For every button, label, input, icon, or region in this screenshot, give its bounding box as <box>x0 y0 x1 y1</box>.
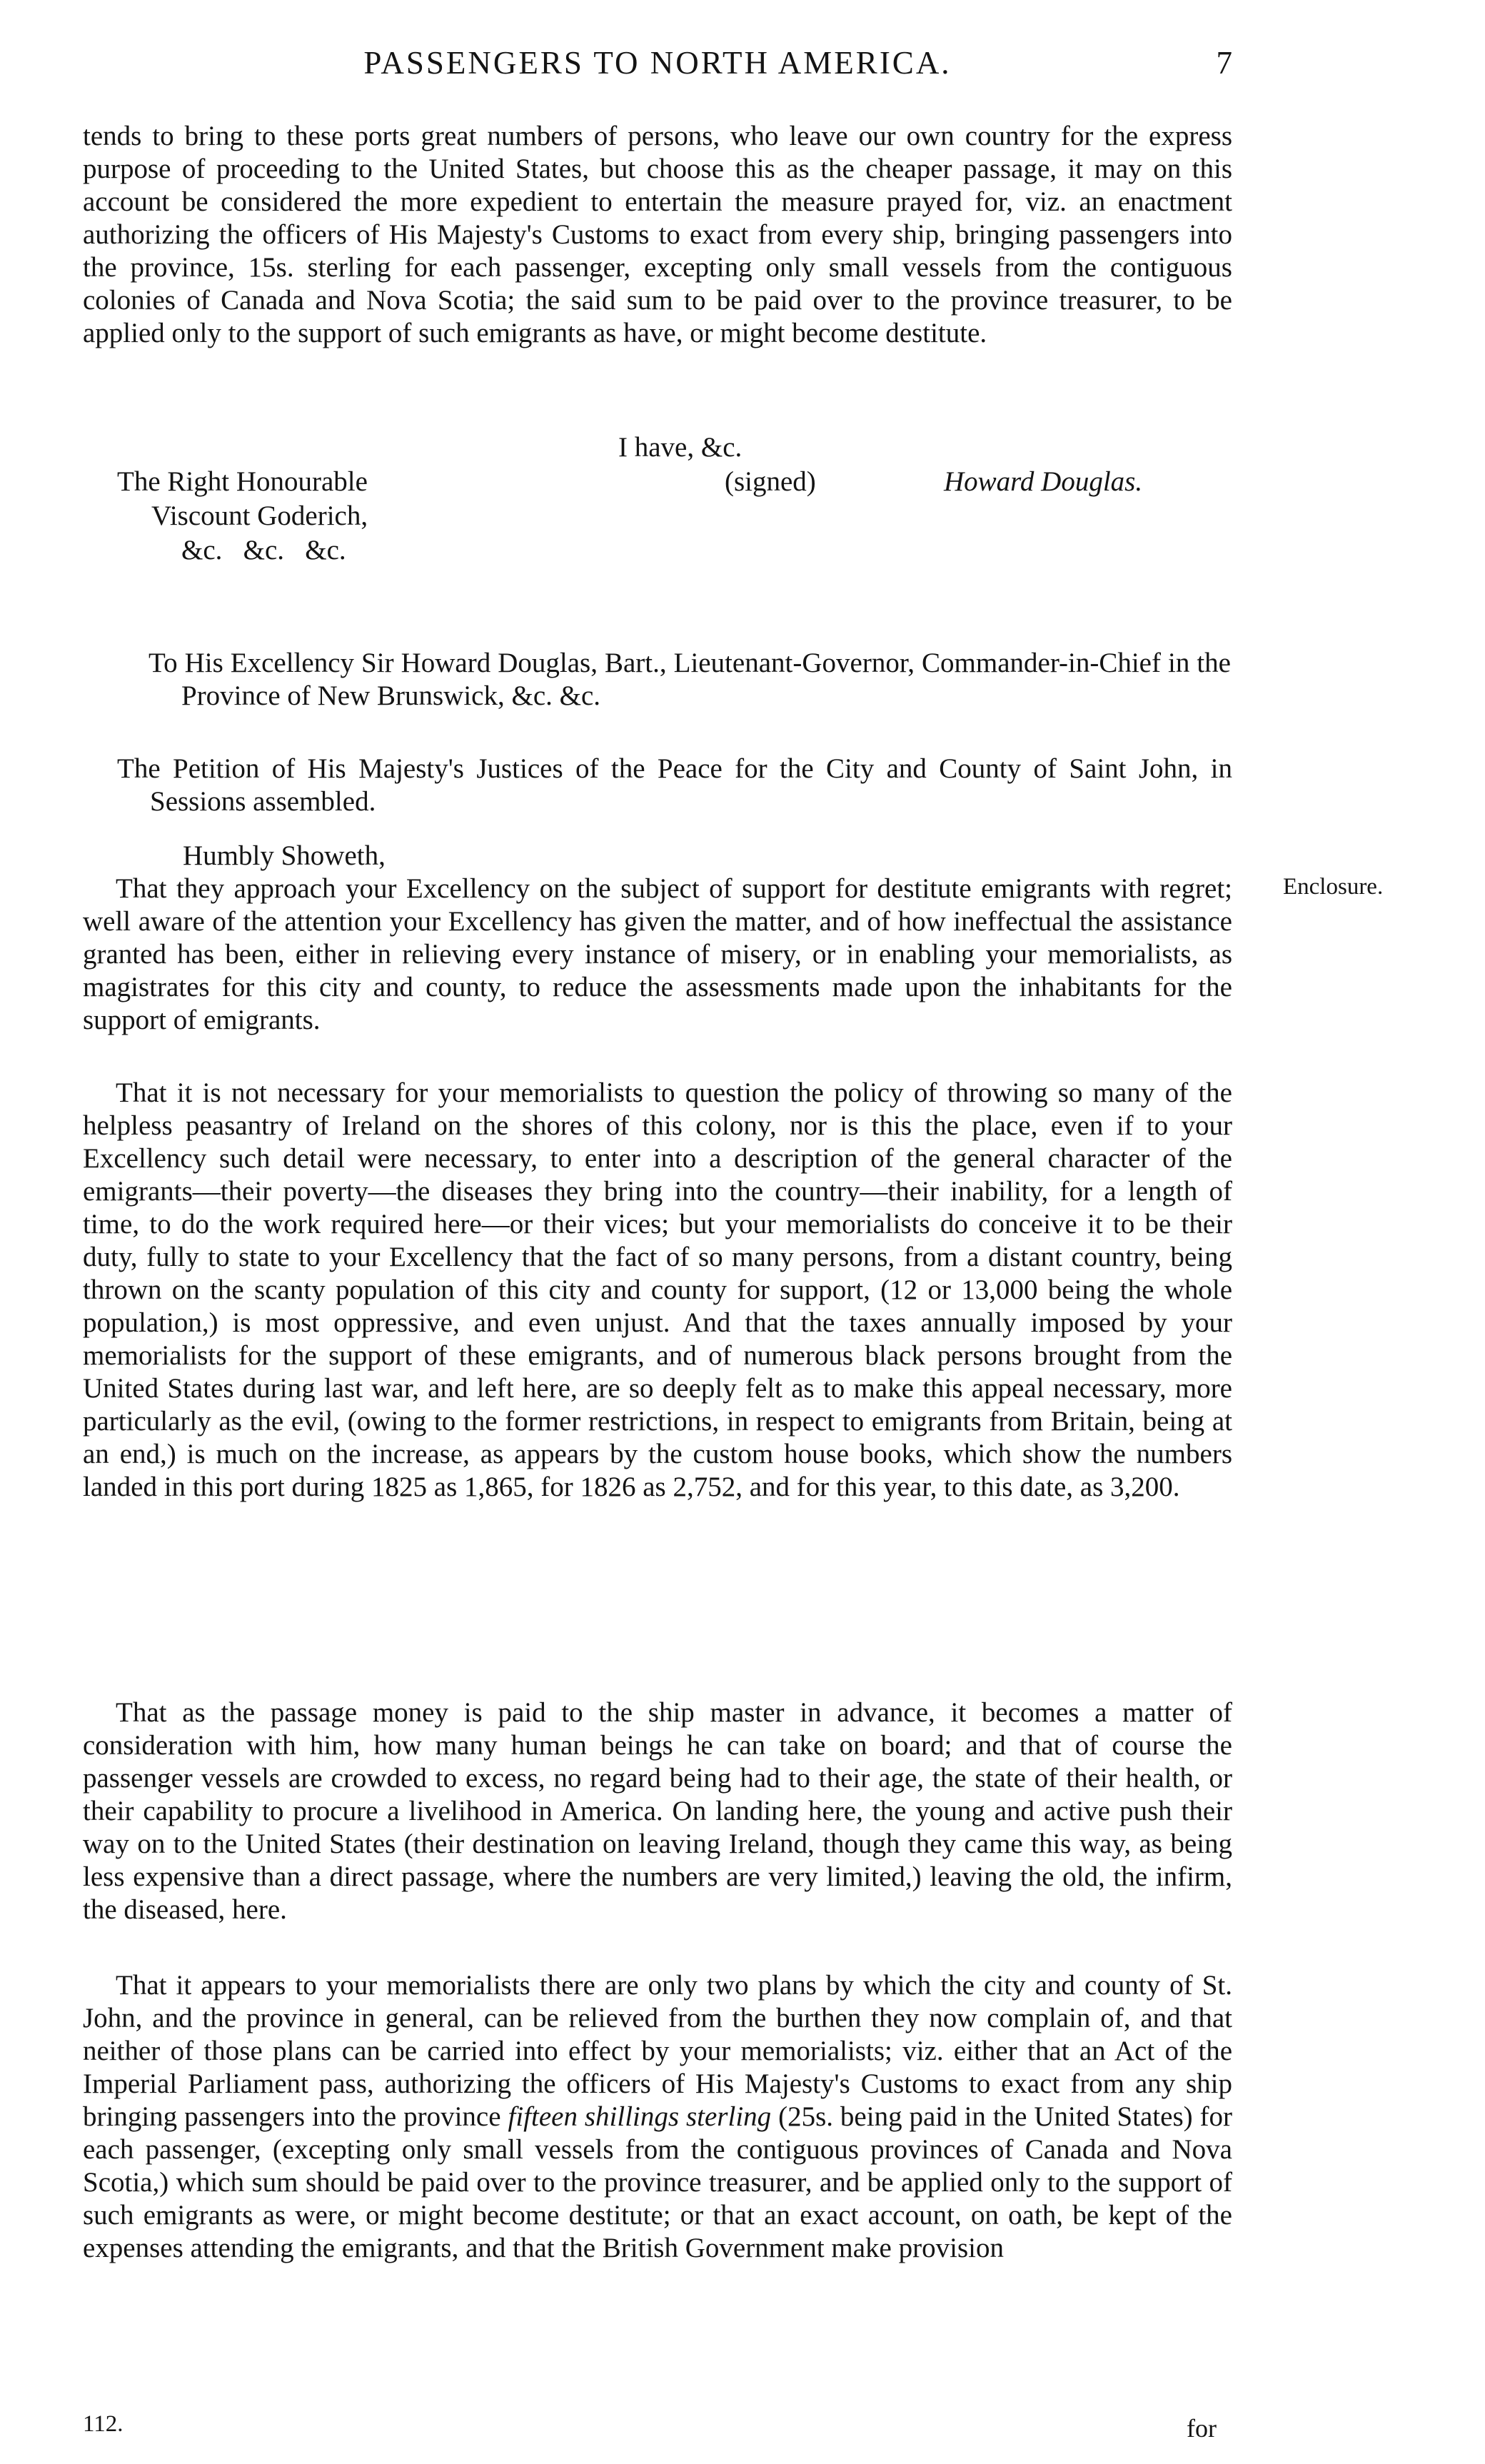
petition-paragraph-4-start: That it appears to your memorialists there are only two plans by which the city and county of St. John, and the province in general, can be relieved from the burthen they now complain of, and that neither of those plans can be carried into effect by your memorialists; viz. either that an Act of the Imperial Parliament pass, authorizing the officers of His Majesty's Customs to exact from any ship bringing passengers into the province <box>83 1970 1232 2132</box>
petition-paragraph-2: That it is not necessary for your memorialists to question the policy of throwing so many of the helpless peasantry of Ireland on the shores of this colony, nor is this the place, even if to your Excellency such detail were necessary, to enter into a description of the general character of the emigrants—their poverty—the diseases they bring into the country—their inability, for a length of time, to do the work required here—or their vices; but your memorialists do conceive it to be their duty, fully to state to your Excellency that the fact of so many persons, from a distant country, being thrown on the scanty population of this city and county for support, (12 or 13,000 being the whole population,) is most oppressive, and even unjust. And that the taxes annually imposed by your memorialists for the support of these emigrants, and of numerous black persons brought from the United States during last war, and left here, are so deeply felt as to make this appeal necessary, more particularly as the evil, (owing to the former restrictions, in respect to emigrants from Britain, being at an end,) is much on the increase, as appears by the custom house books, which show the numbers landed in this port during 1825 as 1,865, for 1826 as 2,752, and for this year, to this date, as 3,200. <box>83 1077 1232 1502</box>
petition-paragraph-3: That as the passage money is paid to the ship master in advance, it becomes a matter of consideration with him, how many human beings he can take on board; and that of course the passenger vessels are crowded to excess, no regard being had to their age, the state of their health, or their capability to procure a livelihood in America. On landing here, the young and active push their way on to the United States (their destination on leaving Ireland, though they came this way, as being less expensive than a direct passage, where the numbers are very limited,) leaving the old, the infirm, the diseased, here. <box>83 1697 1232 1925</box>
page-number: 7 <box>1216 45 1232 81</box>
petition-paragraph-1: That they approach your Excellency on the subject of support for destitute emigrants with regret; well aware of the attention your Excellency has given the matter, and of how ineffectual the assistance granted has been, either in relieving every instance of misery, or in enabling your memorialists, as magistrates for this city and county, to reduce the assessments made upon the inhabitants for the support of emigrants. <box>83 873 1232 1035</box>
petition-salutation: Humbly Showeth, <box>183 840 386 871</box>
signature-mark: 112. <box>83 2411 124 2437</box>
petition-title: The Petition of His Majesty's Justices of the Peace for the City and County of Saint John, in Sessions assembled. <box>117 753 1232 817</box>
running-header <box>83 44 1232 94</box>
signatory-name: Howard Douglas. <box>944 466 1143 497</box>
addressee-line-2: Viscount Goderich, <box>151 501 368 531</box>
addressee-line-1: The Right Honourable <box>117 466 368 497</box>
valediction: I have, &c. <box>618 432 742 463</box>
fifteen-shillings-phrase: fifteen shillings sterling <box>508 2101 772 2132</box>
margin-note-enclosure: Enclosure. <box>1283 874 1384 900</box>
addressee-line-3: &c. &c. &c. <box>181 535 346 565</box>
petition-paragraph-4-end: (25s. being paid in the United States) for each passenger, (excepting only small vessels from the contiguous provinces of Canada and Nova Scotia,) which sum should be paid over to the province treasurer, and be applied only to the support of such emigrants as were, or might become destitute; or that an exact account, on oath, be kept of the expenses attending the emigrants, and that the British Government make provision <box>83 2101 1232 2263</box>
petition-address: To His Excellency Sir Howard Douglas, Bart., Lieutenant-Governor, Commander-in-Chief in the Province of New Brunswick, &c. &c. <box>148 648 1231 711</box>
signed-label: (signed) <box>725 466 816 497</box>
running-title: PASSENGERS TO NORTH AMERICA. <box>363 45 952 81</box>
petition-paragraph-4 <box>83 1969 1232 2265</box>
catchword: for <box>1187 2414 1217 2443</box>
letter-closing-paragraph: tends to bring to these ports great numbers of persons, who leave our own country for the express purpose of proceeding to the United States, but choose this as the cheaper passage, it may on this account be considered the more expedient to entertain the measure prayed for, viz. an enactment authorizing the officers of His Majesty's Customs to exact from every ship, bringing passengers into the province, 15s. sterling for each passenger, excepting only small vessels from the contiguous colonies of Canada and Nova Scotia; the said sum to be paid over to the province treasurer, to be applied only to the support of such emigrants as have, or might become destitute. <box>83 121 1232 348</box>
